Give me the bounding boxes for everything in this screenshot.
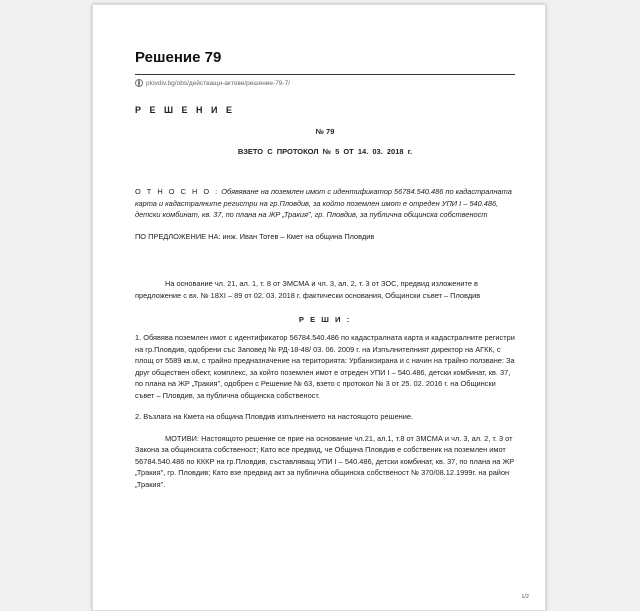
globe-icon	[135, 79, 143, 87]
source-url-row	[135, 74, 515, 91]
resolution-item-1: 1. Обявява поземлен имот с идентификатор 56784.540.486 по кадастралната карта и кадастралните регистри на гр.Пловдив, одобрени със Заповед № РД-18-48/ 03. 06. 2009 г. на Изпълнителният директор на АГКК, с площ от 5589 кв.м, с трайно предназначение на територията: Урбанизирана и с начин на трайно ползване: За друг обществен обект, комплекс, за който поземлен имот е отреден УПИ I – 540.486, детски комбинат, кв. 37, по плана на ЖР „Тракия", одобрен с Решение № 63, взето с протокол № 3 от 25. 02. 2016 г. на Общински съвет – Пловдив, за публична общинска собственост.	[135, 333, 515, 400]
document-page	[92, 4, 546, 611]
proposal-line: ПО ПРЕДЛОЖЕНИЕ НА: инж. Иван Тотев – Кмет на община Пловдив	[135, 231, 375, 241]
decision-number: № 79	[315, 127, 335, 136]
page-content	[135, 49, 515, 490]
page-title: Решение 79	[135, 49, 222, 66]
resolution-item-2: 2. Възлага на Кмета на община Пловдив изпълнението на настоящото решение.	[135, 412, 414, 421]
protocol-line: ВЗЕТО С ПРОТОКОЛ № 5 ОТ 14. 03. 2018 г.	[237, 147, 413, 156]
subject-text: Обявяване на поземлен имот с идентификатор 56784.540.486 по кадастралната карта и кадастралните регистри на гр.Пловдив, за който поземлен имот е отреден УПИ I – 540.486, детски комбинат, кв. 37, по плана на ЖР „Тракия", гр. Пловдив, за публична общинска собственост	[135, 187, 512, 219]
subject-label: О Т Н О С Н О :	[135, 187, 220, 196]
page-number: 1/2	[521, 594, 529, 600]
source-url[interactable]: plovdiv.bg/obs/действащи-актове/решение-79-7/	[146, 79, 291, 87]
resolves-heading: Р Е Ш И :	[298, 315, 352, 324]
decision-heading: Р Е Ш Е Н И Е	[135, 105, 236, 115]
motives-paragraph: МОТИВИ: Настоящото решение се прие на основание чл.21, ал.1, т.8 от ЗМСМА и чл. 3, ал. 2, т. 3 от Закона за общинската собственост; Като все предвид, че Община Пловдив е собственик на поземлен имот 56784.540.486 по КККР на гр.Пловдив, съставляващ УПИ I – 540.486, детски комбинат, кв. 37, по плана на ЖР „Тракия", гр. Пловдив; Като взе предвид акт за публична общинска собственост № 370/08.12.1999г. на район „Тракия".	[135, 433, 515, 489]
subject-paragraph	[135, 186, 515, 221]
legal-basis-paragraph: На основание чл. 21, ал. 1, т. 8 от ЗМСМА и чл. 3, ал. 2, т. 3 от ЗОС, предвид изложените в предложение с вх. № 18XI – 89 от 02. 03. 2018 г. фактически основания, Общински съвет – Пловдив	[135, 279, 481, 300]
